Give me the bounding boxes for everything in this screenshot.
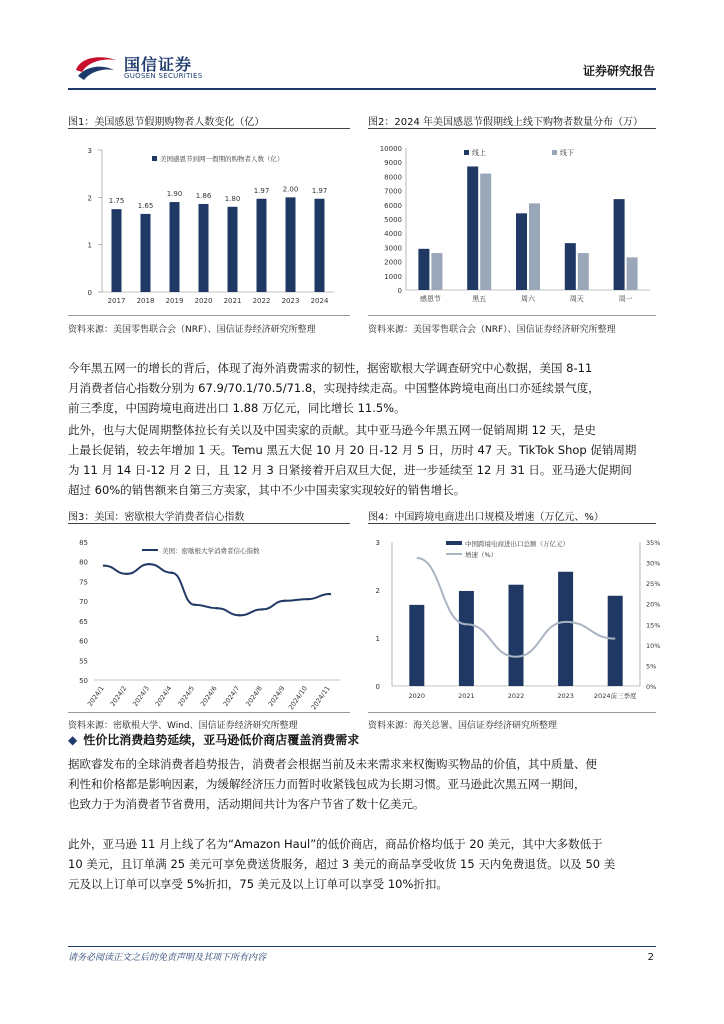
y-tick-label: 10000 — [379, 145, 402, 153]
legend-swatch-online — [464, 150, 469, 155]
chart-fig4 — [368, 528, 661, 710]
fig3-source: 资料来源：密歇根大学、Wind、国信证券经济研究所整理 — [68, 721, 298, 731]
data-label: 1.86 — [195, 191, 212, 200]
data-label: 2.00 — [282, 185, 299, 194]
bar-trade-volume — [409, 605, 424, 686]
x-tick-label: 2024/7 — [221, 684, 242, 708]
bar-online — [565, 243, 576, 290]
fig1-source: 资料来源：美国零售联合会（NRF）、国信证券经济研究所整理 — [68, 325, 316, 335]
y-tick-label: 6000 — [384, 201, 402, 210]
header-divider — [68, 88, 656, 90]
bar-offline — [480, 174, 491, 290]
paragraph-line: 上最长促销，较去年增加 1 天。Temu 黑五大促 10 月 20 日-12 月 5 日，历时 47 天。TikTok Shop 促销周期 — [68, 443, 637, 457]
y-tick-label: 3000 — [384, 244, 402, 253]
data-point — [261, 608, 263, 610]
y-tick-label: 8000 — [384, 173, 402, 182]
y-left-tick-label: 0 — [375, 683, 380, 691]
paragraph-line: 今年黑五网一的增长的背后，体现了海外消费需求的韧性，据密歇根大学调查研究中心数据，美国 8-11 — [68, 361, 593, 375]
data-point — [284, 600, 286, 602]
fig4-bottom-rule — [368, 712, 656, 713]
x-tick-label: 2024/8 — [244, 684, 264, 708]
legend-swatch-volume — [446, 541, 462, 545]
paragraph-line: 此外，也与大促周期整体拉长有关以及中国卖家的贡献。其中亚马逊今年黑五网一促销周期 12 天，是史 — [68, 423, 596, 437]
section-heading-text: 性价比消费趋势延续，亚马逊低价商店覆盖消费需求 — [83, 733, 360, 747]
bar-online — [516, 213, 527, 290]
y-tick-label: 2000 — [384, 258, 402, 267]
y-right-tick-label: 5% — [646, 662, 657, 671]
bar — [257, 199, 267, 292]
y-tick-label: 60 — [79, 637, 88, 646]
y-tick-label: 80 — [79, 558, 88, 567]
fig4-source: 资料来源：海关总署、国信证券经济研究所整理 — [368, 721, 558, 731]
data-label: 1.80 — [224, 194, 241, 203]
y-left-tick-label: 3 — [375, 539, 380, 547]
data-label: 1.75 — [108, 197, 125, 206]
legend-label-growth: 增速（%） — [465, 551, 498, 559]
y-tick-label: 3 — [87, 147, 92, 155]
y-tick-label: 1000 — [384, 272, 402, 281]
fig1-top-rule — [68, 128, 350, 129]
x-tick-label: 2024/1 — [85, 684, 106, 708]
bar-offline — [529, 203, 540, 290]
y-right-tick-label: 10% — [646, 641, 661, 650]
paragraph-line: 利性和价格都是影响因素，为缓解经济压力而暂时收紧钱包成为长期习惯。亚马逊此次黑五网一期间， — [68, 777, 586, 791]
paragraph-line: 此外，亚马逊 11 月上线了名为“Amazon Haul”的低价商店，商品价格均低于 20 美元，其中大多数低于 — [68, 837, 603, 851]
y-tick-label: 2 — [87, 194, 92, 203]
bar-offline — [578, 253, 589, 290]
bar — [286, 197, 296, 292]
fig2-bottom-rule — [368, 315, 656, 316]
data-point — [171, 572, 173, 574]
y-tick-label: 65 — [79, 617, 88, 626]
x-tick-label: 2024前三季度 — [593, 692, 637, 700]
section-heading — [68, 731, 359, 748]
paragraph-line: 为 11 月 14 日-12 月 2 日，且 12 月 3 日紧接着开启双旦大促，进一步延续至 12 月 31 日。亚马逊大促期间 — [68, 463, 632, 477]
bar-online — [467, 166, 478, 290]
x-tick-label: 感恩节 — [419, 295, 441, 303]
bar-trade-volume — [509, 585, 524, 686]
bar-offline — [627, 257, 638, 290]
bar — [112, 209, 122, 292]
y-right-tick-label: 30% — [646, 559, 661, 568]
y-tick-label: 0 — [397, 287, 402, 295]
bar-trade-volume — [459, 591, 474, 686]
x-tick-label: 2020 — [408, 692, 426, 700]
y-right-tick-label: 20% — [646, 600, 661, 609]
data-point — [216, 607, 218, 609]
footer-divider — [68, 946, 656, 947]
x-tick-label: 2024/10 — [286, 684, 310, 712]
x-tick-label: 2020 — [194, 297, 213, 305]
bar-online — [614, 199, 625, 290]
bar — [228, 207, 238, 292]
fig3-title: 图3：美国：密歇根大学消费者信心指数 — [68, 512, 245, 523]
y-right-tick-label: 25% — [646, 580, 661, 589]
y-tick-label: 55 — [79, 657, 88, 666]
bar — [199, 204, 209, 292]
logo-text-cn: 国信证券 — [124, 55, 193, 74]
legend-swatch — [152, 156, 157, 161]
fig2-title: 图2：2024 年美国感恩节假期线上线下购物者数量分布（万） — [368, 117, 643, 128]
y-tick-label: 85 — [79, 539, 88, 547]
y-right-tick-label: 35% — [646, 539, 661, 547]
data-point — [238, 614, 240, 616]
legend-label: 美国感恩节到网一假期的购物者人数（亿） — [160, 155, 284, 163]
x-tick-label: 2024/6 — [198, 684, 219, 708]
legend-label-volume: 中国跨境电商进出口总额（万亿元） — [465, 540, 569, 548]
data-label: 1.97 — [311, 186, 328, 195]
fig3-bottom-rule — [68, 712, 350, 713]
paragraph-4 — [68, 834, 656, 894]
x-tick-label: 2024/4 — [153, 684, 174, 708]
paragraph-line: 据欧睿发布的全球消费者趋势报告，消费者会根据当前及未来需求来权衡购买物品的价值，其中质量、便 — [68, 757, 597, 771]
fig4-top-rule — [368, 523, 656, 524]
paragraph-line: 月消费者信心指数分别为 67.9/70.1/70.5/71.8，实现持续走高。中国整体跨境电商出口亦延续景气度， — [68, 381, 600, 395]
bar-trade-volume — [558, 572, 573, 686]
x-tick-label: 周天 — [569, 295, 584, 303]
bar-trade-volume — [608, 596, 623, 686]
y-tick-label: 0 — [87, 289, 92, 297]
fig2-top-rule — [368, 128, 656, 129]
y-tick-label: 1 — [87, 241, 92, 250]
x-tick-label: 2023 — [557, 692, 574, 700]
data-label: 1.97 — [253, 186, 270, 195]
data-label: 1.90 — [166, 190, 183, 199]
footer-disclaimer: 请务必阅读正文之后的免责声明及其项下所有内容 — [68, 953, 267, 963]
fig1-bottom-rule — [68, 315, 350, 316]
x-tick-label: 2024/9 — [266, 684, 287, 708]
paragraph-1 — [68, 358, 656, 418]
x-tick-label: 2024/2 — [108, 684, 129, 708]
report-type: 证券研究报告 — [582, 64, 655, 78]
y-left-tick-label: 2 — [375, 587, 380, 595]
y-tick-label: 5000 — [384, 216, 402, 224]
paragraph-3 — [68, 754, 656, 814]
x-tick-label: 2022 — [252, 297, 271, 305]
chart-fig2 — [368, 134, 656, 312]
y-tick-label: 70 — [79, 598, 88, 607]
paragraph-line: 也致力于为消费者节省费用，活动期间共计为客户节省了数十亿美元。 — [68, 797, 425, 811]
bar-online — [418, 249, 429, 290]
x-tick-label: 黑五 — [472, 295, 487, 303]
x-tick-label: 2019 — [165, 297, 184, 305]
paragraph-line: 超过 60%的销售额来自第三方卖家，其中不少中国卖家实现较好的销售增长。 — [68, 483, 466, 497]
y-tick-label: 50 — [79, 677, 88, 685]
data-point — [193, 603, 195, 605]
data-point — [125, 573, 127, 575]
chart-fig1 — [68, 134, 350, 312]
x-tick-label: 2023 — [281, 297, 300, 305]
legend-label-online: 线上 — [472, 149, 486, 157]
data-point — [329, 593, 331, 595]
x-tick-label: 2024/11 — [309, 684, 332, 712]
x-tick-label: 2024/3 — [131, 684, 151, 708]
data-point — [148, 563, 150, 565]
logo-text-en: GUOSEN SECURITIES — [124, 72, 203, 80]
y-left-tick-label: 1 — [375, 635, 380, 643]
fig2-source: 资料来源：美国零售联合会（NRF）、国信证券经济研究所整理 — [368, 325, 616, 335]
x-tick-label: 2022 — [507, 692, 525, 700]
y-right-tick-label: 0% — [646, 683, 657, 691]
data-label: 1.65 — [137, 201, 154, 210]
legend-label-offline: 线下 — [560, 149, 574, 157]
bar — [315, 199, 325, 292]
y-tick-label: 9000 — [384, 159, 402, 168]
x-tick-label: 2017 — [107, 297, 126, 305]
bar-offline — [431, 253, 442, 290]
data-point — [306, 598, 308, 600]
x-tick-label: 周一 — [618, 295, 633, 303]
x-tick-label: 2021 — [458, 692, 475, 700]
x-tick-label: 2021 — [223, 297, 242, 305]
fig4-title: 图4：中国跨境电商进出口规模及增速（万亿元、%） — [368, 512, 604, 523]
y-tick-label: 7000 — [384, 187, 402, 196]
y-tick-label: 4000 — [384, 230, 402, 239]
paragraph-line: 10 美元，且订单满 25 美元可享免费送货服务，超过 3 美元的商品享受收货 15 天内免费退货。以及 50 美 — [68, 857, 616, 871]
diamond-bullet-icon: ◆ — [68, 733, 78, 747]
data-point — [103, 564, 105, 566]
legend-swatch-offline — [552, 150, 557, 155]
bar — [141, 214, 151, 292]
x-tick-label: 2018 — [136, 297, 155, 305]
paragraph-line: 元及以上订单可以享受 5%折扣，75 美元及以上订单可以享受 10%折扣。 — [68, 877, 448, 891]
x-tick-label: 周六 — [521, 295, 535, 303]
legend-label: 美国：密歇根大学消费者信心指数 — [162, 547, 260, 555]
guosen-logo-icon — [72, 52, 120, 84]
x-tick-label: 2024 — [310, 297, 329, 305]
paragraph-line: 前三季度，中国跨境电商进出口 1.88 万亿元，同比增长 11.5%。 — [68, 401, 406, 415]
page-number: 2 — [647, 952, 654, 963]
x-tick-label: 2024/5 — [176, 684, 197, 708]
bar — [170, 202, 180, 292]
paragraph-2 — [68, 420, 656, 500]
fig3-top-rule — [68, 523, 350, 524]
chart-fig3 — [68, 528, 350, 710]
y-right-tick-label: 15% — [646, 621, 661, 630]
fig1-title: 图1：美国感恩节假期购物者人数变化（亿） — [68, 117, 265, 128]
y-tick-label: 75 — [79, 578, 88, 587]
